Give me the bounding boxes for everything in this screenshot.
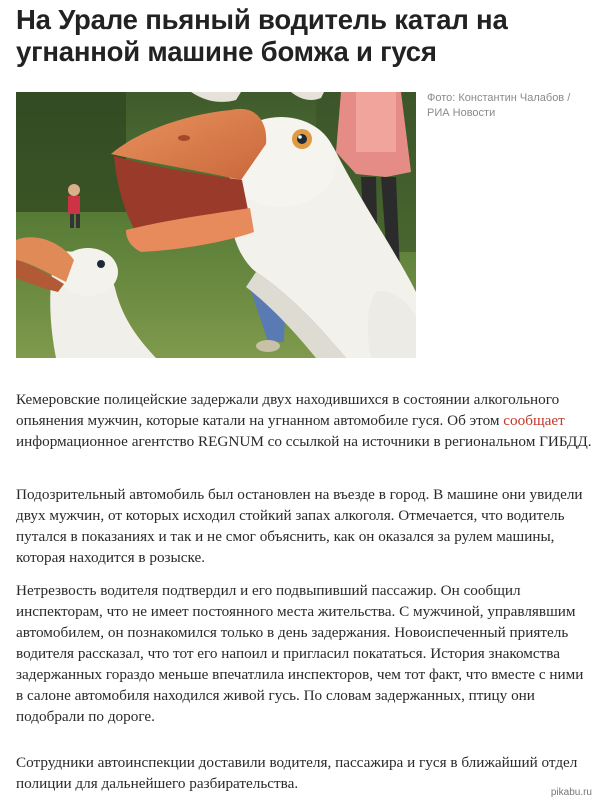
article-headline: На Урале пьяный водитель катал на угнанной машине бомжа и гуся bbox=[16, 4, 508, 67]
article-photo-geese bbox=[16, 92, 416, 358]
article-paragraph-4: Сотрудники автоинспекции доставили водителя, пассажира и гуся в ближайший отдел полиции для дальнейшего разбирательства. bbox=[16, 754, 578, 792]
article-paragraph-2: Подозрительный автомобиль был остановлен на въезде в город. В машине они увидели двух мужчин, от которых исходил стойкий запах алкоголя. Отмечается, что водитель путался в показаниях и так и не смог объяснить, как он оказался за рулем машины, которая находится в розыске. bbox=[16, 486, 583, 566]
article-paragraph-3: Нетрезвость водителя подтвердил и его подвыпивший пассажир. Он сообщил инспекторам, что не имеет постоянного места жительства. С мужчиной, управлявшим автомобилем, он познакомился только в день задержания. Новоиспеченный приятель водителя рассказал, что тот его напоил и пригласил покататься. История знакомства задержанных гораздо меньше впечатлила инспекторов, чем тот факт, что вместе с ними в салоне автомобиля находился живой гусь. По словам задержанных, птицу они подобрали по дороге. bbox=[16, 582, 584, 725]
pikabu-watermark: pikabu.ru bbox=[550, 787, 592, 798]
paragraph-1-text-before: Кемеровские полицейские задержали двух находившихся в состоянии алкогольного опьянения мужчин, которые катали на угнанном автомобиле гуся. Об этом bbox=[16, 391, 560, 429]
photo-caption: Фото: Константин Чалабов / РИА Новости bbox=[427, 92, 571, 119]
paragraph-1-text-after: информационное агентство REGNUM со ссылкой на источники в региональном ГИБДД. bbox=[16, 433, 592, 450]
article-paragraph-1 bbox=[16, 389, 594, 452]
source-link[interactable]: сообщает bbox=[503, 412, 565, 429]
